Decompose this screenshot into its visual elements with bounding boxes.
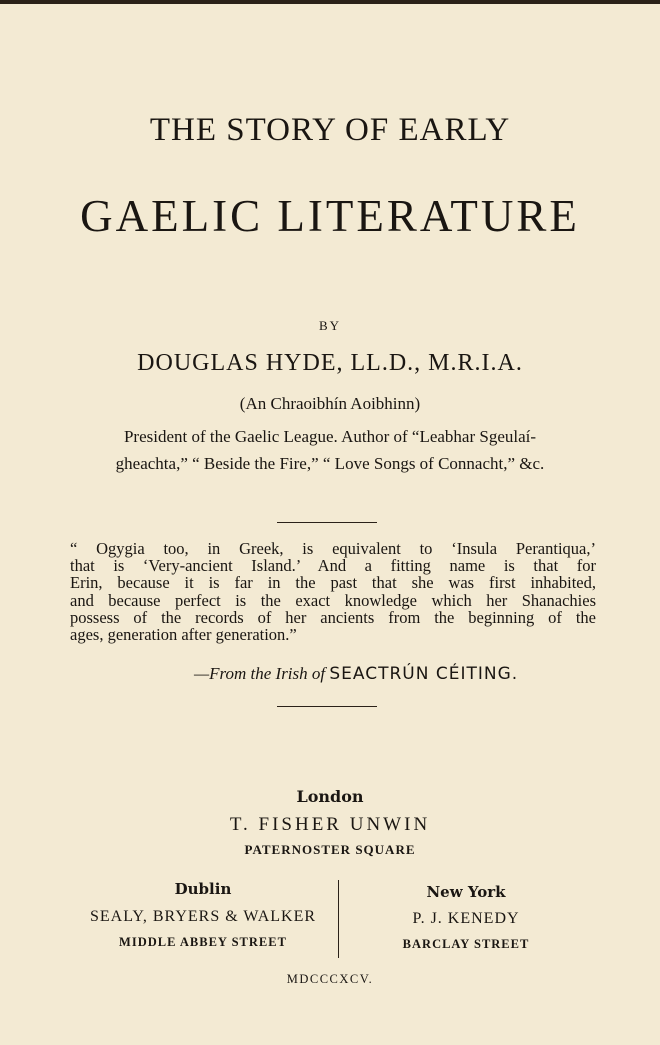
london-publisher: T. FISHER UNWIN bbox=[229, 814, 431, 835]
title-line-2: GAELIC LITERATURE bbox=[80, 191, 580, 241]
divider-bottom bbox=[277, 706, 377, 707]
new-york-city: New York bbox=[426, 883, 506, 901]
divider-top bbox=[277, 522, 377, 523]
epigraph-line: and because perfect is the exact knowledge which her Shanachies bbox=[70, 590, 596, 610]
attribution-source: SEACTRÚN CÉITING. bbox=[329, 664, 519, 684]
epigraph-line: that is ‘Very-ancient Island.’ And a fitting name is that for bbox=[70, 556, 596, 576]
attribution-prefix: —From the Irish of bbox=[194, 664, 326, 683]
author-name: DOUGLAS HYDE, LL.D., M.R.I.A. bbox=[137, 350, 523, 376]
london-city: London bbox=[296, 787, 364, 806]
epigraph-line: possess of the records of her ancients from the beginning of the bbox=[70, 607, 596, 627]
imprint-divider bbox=[338, 880, 339, 958]
london-address: PATERNOSTER SQUARE bbox=[244, 842, 416, 857]
new-york-publisher: P. J. KENEDY bbox=[412, 910, 520, 927]
epigraph-line: “ Ogygia too, in Greek, is equivalent to ‘Insula Perantiqua,’ bbox=[70, 539, 596, 558]
new-york-address: BARCLAY STREET bbox=[402, 937, 530, 951]
author-irish-name: (An Chraoibhín Aoibhinn) bbox=[239, 394, 421, 413]
top-edge bbox=[0, 0, 660, 4]
epigraph-attribution bbox=[194, 664, 518, 684]
author-description-line-2: gheachta,” “ Beside the Fire,” “ Love Songs of Connacht,” &c. bbox=[115, 454, 545, 473]
epigraph bbox=[70, 540, 596, 643]
dublin-publisher: SEALY, BRYERS & WALKER bbox=[89, 908, 317, 925]
epigraph-line: ages, generation after generation.” bbox=[70, 625, 297, 645]
dublin-address: MIDDLE ABBEY STREET bbox=[119, 935, 287, 949]
epigraph-line: Erin, because it is far in the past that she was first inhabited, bbox=[70, 573, 596, 593]
author-description-line-1: President of the Gaelic League. Author of “Leabhar Sgeulaí- bbox=[123, 427, 537, 446]
dublin-city: Dublin bbox=[174, 880, 232, 898]
title-line-1: THE STORY OF EARLY bbox=[149, 112, 511, 148]
publication-date: MDCCCXCV. bbox=[286, 972, 374, 986]
by-label: BY bbox=[318, 318, 342, 333]
